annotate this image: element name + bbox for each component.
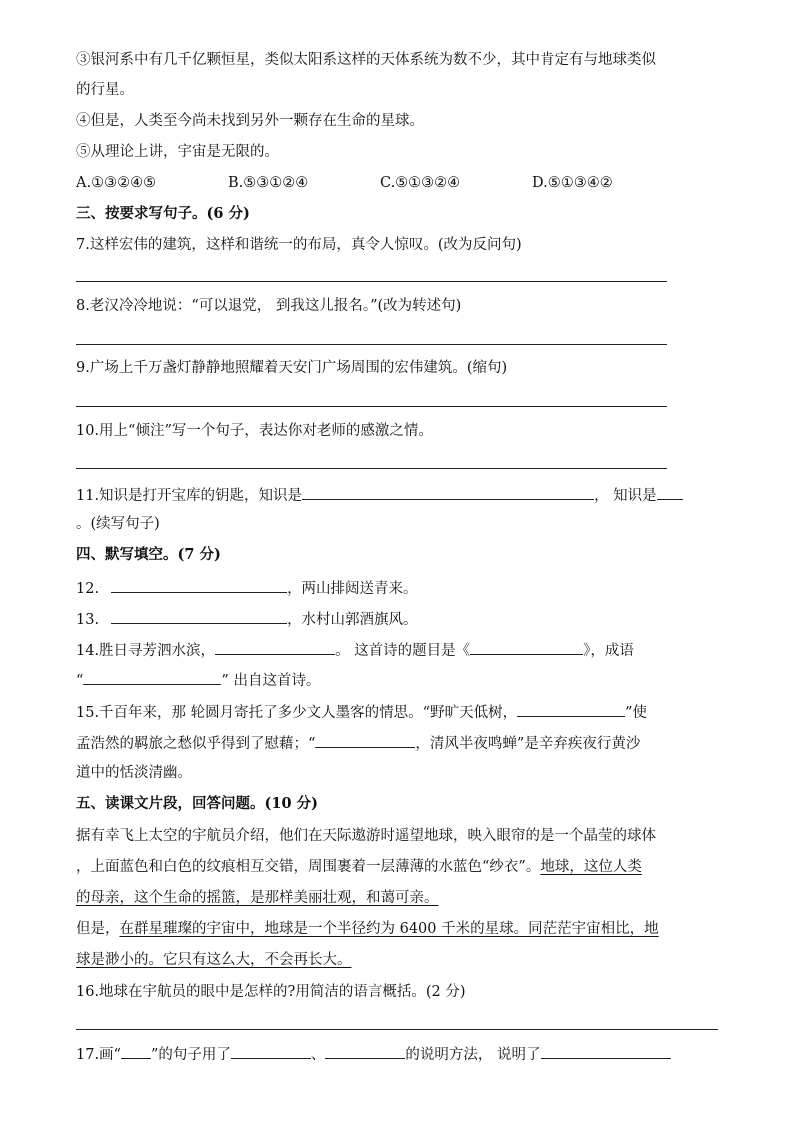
q14-title-blank[interactable] (470, 639, 583, 655)
q14-text-4: “ (76, 673, 84, 689)
q11-text-1: 11.知识是打开宝库的钥匙，知识是 (76, 488, 303, 504)
q17-method-blank-1[interactable] (231, 1043, 311, 1059)
section-5-heading: 五、读课文片段，回答问题。(10 分) (76, 795, 318, 812)
q15-blank-2[interactable] (315, 732, 415, 748)
q17-text-4: 的说明方法， 说明了 (405, 1047, 541, 1063)
option-b[interactable]: B.⑤③①②④ (228, 175, 309, 191)
option-a[interactable]: A.①③②④⑤ (76, 175, 157, 191)
q11-blank-1[interactable] (302, 484, 594, 500)
question-11 (76, 484, 683, 506)
q6-item-3-line1: ③银河系中有几千亿颗恒星，类似太阳系这样的天体系统为数不少，其中肯定有与地球类似 (76, 52, 656, 68)
q15-blank-1[interactable] (517, 701, 625, 717)
q6-options (76, 173, 613, 193)
option-c[interactable]: C.⑤①③②④ (380, 175, 461, 191)
q14-idiom-blank[interactable] (83, 669, 221, 685)
q7-answer-line[interactable] (76, 281, 667, 282)
question-11-cont: 。(续写句子) (76, 516, 160, 532)
q13-text: ，水村山郭酒旗风。 (287, 612, 418, 628)
q6-item-4: ④但是，人类至今尚未找到另外一颗存在生命的星球。 (76, 113, 424, 129)
q17-text-3: 、 (310, 1047, 326, 1063)
q15-text-3: 孟浩然的羁旅之愁似乎得到了慰藉；“ (76, 736, 316, 752)
question-13 (76, 608, 418, 630)
question-8: 8.老汉冷冷地说：“可以退党， 到我这儿报名。”(改为转述句) (76, 298, 462, 314)
q15-text-1: 15.千百年来，那 轮圆月寄托了多少文人墨客的情思。“野旷天低树， (76, 705, 518, 721)
q14-text-2: 。 这首诗的题目是《 (335, 643, 471, 659)
passage-p2-prefix: 但是， (76, 921, 120, 937)
underlined-sentence-2a: 在群星璀璨的宇宙中，地球是一个半径约为 6400 千米的星球。同茫茫宇宙相比，地 (119, 921, 659, 937)
passage-p1-line2-text: ，上面蓝色和白色的纹痕相互交错，周围裹着一层薄薄的水蓝色“纱衣”。 (76, 859, 541, 875)
q12-number: 12. (76, 581, 100, 597)
q15-text-2: ”使 (625, 705, 648, 721)
q17-explain-blank[interactable] (541, 1043, 671, 1059)
question-14-cont (76, 669, 320, 691)
q15-text-4: ，清风半夜鸣蝉”是辛弃疾夜行黄沙 (415, 736, 641, 752)
q12-text: ，两山排闼送青来。 (287, 581, 418, 597)
q14-text-3: 》，成语 (583, 643, 634, 659)
passage-p1-line1: 据有幸飞上太空的宇航员介绍，他们在天际遨游时遥望地球，映入眼帘的是一个晶莹的球体 (76, 828, 656, 844)
q10-answer-line[interactable] (76, 468, 667, 469)
q14-text-5: ” 出自这首诗。 (221, 673, 321, 689)
q6-item-5: ⑤从理论上讲，宇宙是无限的。 (76, 144, 279, 160)
question-16: 16.地球在宇航员的眼中是怎样的?用简洁的语言概括。(2 分) (76, 984, 466, 1000)
question-7: 7.这样宏伟的建筑，这样和谐统一的布局，真令人惊叹。(改为反问句) (76, 237, 522, 253)
q13-number: 13. (76, 612, 100, 628)
passage-p1-line3 (76, 888, 439, 908)
q14-blank-1[interactable] (215, 639, 335, 655)
underlined-sentence-1a: 地球，这位人类 (540, 859, 642, 875)
question-15 (76, 701, 647, 723)
question-10: 10.用上“倾注”写一个句子，表达你对老师的感激之情。 (76, 423, 433, 439)
underlined-sentence-2b: 球是渺小的。它只有这么大，不会再长大。 (76, 952, 352, 968)
underlined-sentence-1b: 的母亲，这个生命的摇篮，是那样美丽壮观，和蔼可亲。 (76, 890, 439, 906)
question-15-end: 道中的恬淡清幽。 (76, 765, 192, 781)
option-d[interactable]: D.⑤①③④② (532, 175, 613, 191)
q17-mark-blank[interactable] (121, 1043, 151, 1059)
q9-answer-line[interactable] (76, 406, 667, 407)
passage-p1-line2 (76, 857, 642, 877)
q6-item-3-line2: 的行星。 (76, 82, 134, 98)
q8-answer-line[interactable] (76, 344, 667, 345)
q13-blank[interactable] (111, 608, 287, 624)
q14-text-1: 14.胜日寻芳泗水滨， (76, 643, 216, 659)
question-9: 9.广场上千万盏灯静静地照耀着天安门广场周围的宏伟建筑。(缩句) (76, 360, 508, 376)
question-12 (76, 577, 418, 599)
q11-text-2: ， 知识是 (594, 488, 657, 504)
passage-p2-line2 (76, 950, 352, 970)
section-4-heading: 四、默写填空。(7 分) (76, 546, 221, 563)
question-17 (76, 1043, 671, 1065)
section-3-heading: 三、按要求写句子。(6 分) (76, 205, 250, 222)
question-14 (76, 639, 634, 661)
q16-answer-line[interactable] (76, 1029, 718, 1030)
q12-blank[interactable] (111, 577, 287, 593)
q17-method-blank-2[interactable] (325, 1043, 405, 1059)
q17-text-1: 17.画“ (76, 1047, 121, 1063)
q17-text-2: ”的句子用了 (150, 1047, 231, 1063)
passage-p2-line1 (76, 919, 659, 939)
q11-blank-2[interactable] (657, 484, 683, 500)
question-15-cont (76, 732, 640, 754)
